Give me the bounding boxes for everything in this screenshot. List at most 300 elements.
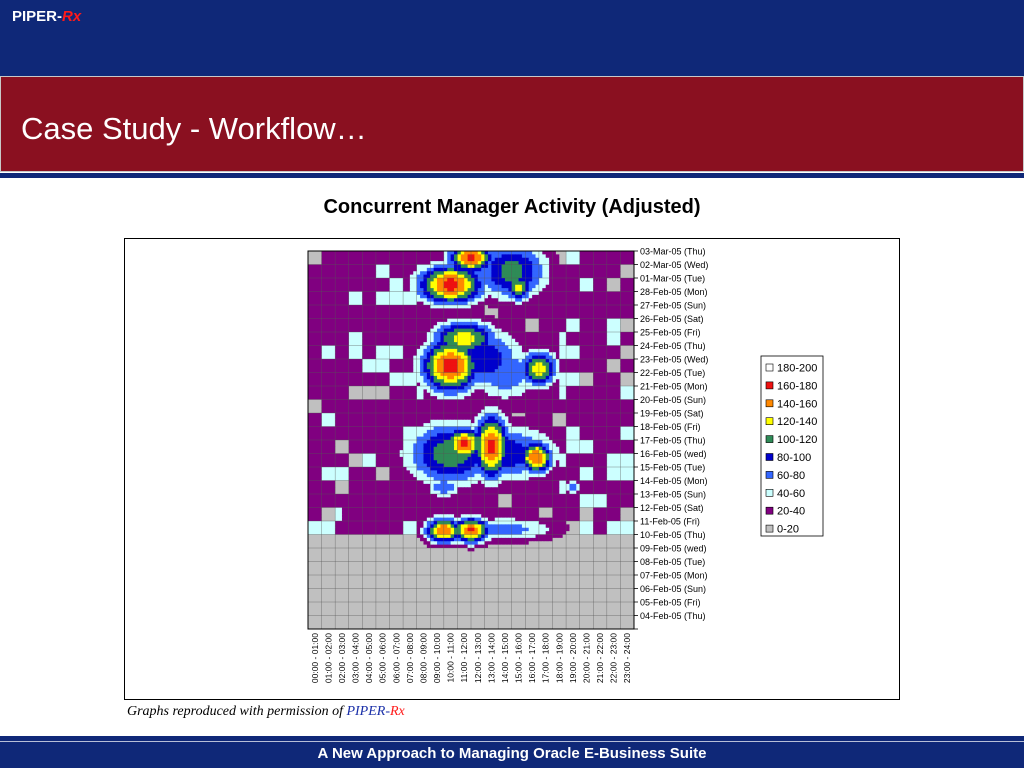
contour-cell [519, 420, 523, 424]
contour-cell [529, 319, 533, 323]
contour-cell [546, 406, 550, 410]
contour-cell [339, 332, 343, 336]
contour-cell [519, 278, 523, 282]
contour-cell [464, 278, 468, 282]
contour-cell [559, 305, 563, 309]
contour-cell [410, 254, 414, 258]
contour-cell [539, 278, 543, 282]
contour-cell [627, 265, 631, 269]
contour-cell [556, 386, 560, 390]
contour-cell [583, 319, 587, 323]
contour-cell [410, 420, 414, 424]
contour-cell [339, 305, 343, 309]
contour-cell [352, 420, 356, 424]
contour-cell [573, 346, 577, 350]
contour-cell [322, 376, 326, 380]
contour-cell [593, 403, 597, 407]
contour-cell [342, 339, 346, 343]
contour-cell [420, 278, 424, 282]
contour-cell [542, 346, 546, 350]
contour-cell [559, 332, 563, 336]
contour-cell [546, 268, 550, 272]
contour-cell [525, 346, 529, 350]
contour-cell [610, 379, 614, 383]
contour-cell [322, 362, 326, 366]
contour-cell [546, 352, 550, 356]
contour-cell [620, 322, 624, 326]
contour-cell [559, 292, 563, 296]
contour-cell [502, 254, 506, 258]
contour-cell [586, 268, 590, 272]
contour-cell [519, 393, 523, 397]
contour-cell [339, 285, 343, 289]
contour-cell [485, 278, 489, 282]
contour-cell [542, 268, 546, 272]
contour-cell [311, 366, 315, 370]
contour-cell [369, 386, 373, 390]
contour-cell [437, 332, 441, 336]
contour-cell [379, 362, 383, 366]
contour-cell [423, 278, 427, 282]
contour-cell [393, 352, 397, 356]
contour-cell [485, 312, 489, 316]
contour-cell [369, 251, 373, 255]
contour-cell [610, 339, 614, 343]
contour-cell [583, 278, 587, 282]
contour-cell [437, 349, 441, 353]
contour-cell [423, 298, 427, 302]
contour-cell [614, 339, 618, 343]
contour-cell [325, 258, 329, 262]
contour-cell [362, 268, 366, 272]
contour-cell [505, 305, 509, 309]
contour-cell [600, 420, 604, 424]
contour-cell [362, 420, 366, 424]
contour-cell [593, 295, 597, 299]
contour-cell [502, 335, 506, 339]
contour-cell [410, 359, 414, 363]
contour-cell [461, 308, 465, 312]
contour-cell [569, 416, 573, 420]
contour-cell [437, 281, 441, 285]
contour-cell [566, 420, 570, 424]
contour-cell [383, 268, 387, 272]
contour-cell [349, 400, 353, 404]
contour-cell [519, 254, 523, 258]
contour-cell [423, 265, 427, 269]
contour-cell [556, 420, 560, 424]
contour-cell [362, 332, 366, 336]
contour-cell [366, 295, 370, 299]
contour-cell [325, 406, 329, 410]
contour-cell [478, 416, 482, 420]
contour-cell [542, 335, 546, 339]
contour-cell [515, 420, 519, 424]
contour-cell [315, 268, 319, 272]
contour-cell [403, 379, 407, 383]
contour-cell [457, 298, 461, 302]
contour-cell [529, 271, 533, 275]
contour-cell [430, 346, 434, 350]
contour-cell [593, 366, 597, 370]
contour-cell [403, 366, 407, 370]
contour-cell [627, 393, 631, 397]
contour-cell [342, 322, 346, 326]
contour-cell [461, 386, 465, 390]
contour-cell [542, 308, 546, 312]
contour-cell [624, 389, 628, 393]
contour-cell [362, 271, 366, 275]
contour-cell [434, 400, 438, 404]
contour-cell [383, 359, 387, 363]
contour-cell [580, 308, 584, 312]
contour-cell [471, 416, 475, 420]
contour-cell [325, 265, 329, 269]
contour-cell [451, 312, 455, 316]
contour-cell [569, 278, 573, 282]
contour-cell [620, 362, 624, 366]
contour-cell [410, 389, 414, 393]
contour-cell [519, 319, 523, 323]
contour-cell [369, 352, 373, 356]
contour-cell [390, 406, 394, 410]
contour-cell [369, 308, 373, 312]
contour-cell [352, 278, 356, 282]
contour-cell [566, 346, 570, 350]
contour-cell [406, 352, 410, 356]
contour-cell [383, 251, 387, 255]
contour-cell [569, 292, 573, 296]
contour-cell [580, 373, 584, 377]
contour-cell [474, 312, 478, 316]
contour-cell [464, 298, 468, 302]
contour-cell [390, 420, 394, 424]
contour-cell [356, 420, 360, 424]
contour-cell [325, 339, 329, 343]
contour-cell [447, 339, 451, 343]
contour-cell [423, 312, 427, 316]
contour-cell [488, 332, 492, 336]
contour-cell [342, 295, 346, 299]
contour-cell [383, 285, 387, 289]
contour-cell [614, 295, 618, 299]
contour-cell [546, 295, 550, 299]
contour-cell [586, 319, 590, 323]
contour-cell [457, 386, 461, 390]
contour-cell [620, 285, 624, 289]
contour-cell [308, 312, 312, 316]
contour-cell [461, 403, 465, 407]
contour-cell [597, 251, 601, 255]
contour-cell [624, 298, 628, 302]
contour-cell [444, 366, 448, 370]
contour-cell [573, 373, 577, 377]
contour-cell [420, 312, 424, 316]
contour-cell [315, 413, 319, 417]
contour-cell [505, 376, 509, 380]
contour-cell [542, 352, 546, 356]
contour-cell [597, 389, 601, 393]
contour-cell [393, 298, 397, 302]
contour-cell [362, 376, 366, 380]
contour-cell [539, 366, 543, 370]
contour-cell [352, 292, 356, 296]
contour-cell [457, 362, 461, 366]
contour-cell [356, 285, 360, 289]
contour-cell [546, 366, 550, 370]
contour-cell [396, 251, 400, 255]
contour-cell [423, 406, 427, 410]
contour-cell [512, 292, 516, 296]
contour-cell [542, 278, 546, 282]
contour-cell [383, 379, 387, 383]
contour-cell [349, 268, 353, 272]
contour-cell [420, 393, 424, 397]
contour-cell [600, 292, 604, 296]
contour-cell [339, 346, 343, 350]
contour-cell [556, 285, 560, 289]
contour-cell [471, 258, 475, 262]
contour-cell [461, 346, 465, 350]
contour-cell [600, 403, 604, 407]
contour-cell [502, 379, 506, 383]
contour-cell [502, 251, 506, 255]
contour-cell [403, 339, 407, 343]
contour-cell [383, 254, 387, 258]
contour-cell [580, 346, 584, 350]
contour-cell [328, 389, 332, 393]
contour-cell [437, 420, 441, 424]
contour-cell [362, 335, 366, 339]
contour-cell [512, 393, 516, 397]
contour-cell [447, 265, 451, 269]
contour-cell [607, 271, 611, 275]
contour-cell [593, 339, 597, 343]
contour-cell [583, 312, 587, 316]
contour-cell [417, 406, 421, 410]
contour-cell [451, 285, 455, 289]
contour-cell [376, 416, 380, 420]
contour-cell [620, 379, 624, 383]
contour-cell [488, 359, 492, 363]
contour-cell [308, 265, 312, 269]
contour-cell [569, 366, 573, 370]
contour-cell [539, 416, 543, 420]
contour-cell [597, 281, 601, 285]
contour-cell [393, 335, 397, 339]
contour-cell [369, 403, 373, 407]
contour-cell [498, 325, 502, 329]
contour-cell [597, 362, 601, 366]
contour-cell [607, 295, 611, 299]
contour-cell [620, 251, 624, 255]
contour-cell [366, 308, 370, 312]
contour-cell [546, 285, 550, 289]
contour-cell [600, 308, 604, 312]
contour-cell [559, 298, 563, 302]
contour-cell [627, 420, 631, 424]
contour-cell [403, 322, 407, 326]
contour-cell [410, 268, 414, 272]
contour-cell [461, 373, 465, 377]
contour-cell [362, 413, 366, 417]
contour-cell [573, 319, 577, 323]
contour-cell [451, 325, 455, 329]
contour-cell [325, 298, 329, 302]
contour-cell [403, 268, 407, 272]
contour-cell [593, 362, 597, 366]
contour-cell [390, 416, 394, 420]
contour-cell [461, 305, 465, 309]
contour-cell [610, 319, 614, 323]
contour-cell [430, 403, 434, 407]
contour-cell [539, 335, 543, 339]
contour-cell [512, 285, 516, 289]
contour-cell [447, 413, 451, 417]
contour-cell [457, 322, 461, 326]
contour-cell [597, 413, 601, 417]
contour-cell [539, 389, 543, 393]
contour-cell [505, 319, 509, 323]
contour-cell [434, 335, 438, 339]
contour-cell [627, 271, 631, 275]
contour-cell [573, 281, 577, 285]
contour-cell [376, 254, 380, 258]
contour-cell [471, 335, 475, 339]
contour-cell [434, 339, 438, 343]
contour-cell [444, 285, 448, 289]
contour-cell [532, 389, 536, 393]
contour-cell [498, 308, 502, 312]
contour-cell [356, 386, 360, 390]
contour-cell [607, 403, 611, 407]
contour-cell [396, 339, 400, 343]
contour-cell [614, 271, 618, 275]
contour-cell [573, 386, 577, 390]
contour-cell [539, 400, 543, 404]
contour-cell [515, 403, 519, 407]
contour-cell [610, 265, 614, 269]
contour-cell [420, 373, 424, 377]
contour-cell [383, 393, 387, 397]
contour-cell [322, 292, 326, 296]
contour-cell [546, 281, 550, 285]
contour-cell [325, 400, 329, 404]
contour-cell [580, 335, 584, 339]
contour-cell [573, 406, 577, 410]
contour-cell [461, 251, 465, 255]
contour-cell [553, 335, 557, 339]
contour-cell [498, 379, 502, 383]
contour-cell [610, 278, 614, 282]
contour-cell [311, 389, 315, 393]
contour-cell [519, 389, 523, 393]
contour-cell [600, 352, 604, 356]
contour-cell [311, 376, 315, 380]
contour-cell [342, 281, 346, 285]
contour-cell [457, 281, 461, 285]
contour-cell [542, 325, 546, 329]
contour-cell [620, 366, 624, 370]
contour-cell [315, 352, 319, 356]
contour-cell [315, 319, 319, 323]
contour-cell [539, 332, 543, 336]
contour-cell [390, 308, 394, 312]
contour-cell [366, 251, 370, 255]
contour-cell [471, 420, 475, 424]
contour-cell [529, 251, 533, 255]
contour-cell [593, 298, 597, 302]
contour-cell [434, 265, 438, 269]
contour-cell [461, 349, 465, 353]
contour-cell [624, 386, 628, 390]
contour-cell [580, 292, 584, 296]
contour-cell [546, 254, 550, 258]
contour-cell [362, 386, 366, 390]
contour-cell [379, 416, 383, 420]
contour-cell [488, 335, 492, 339]
contour-cell [322, 319, 326, 323]
contour-cell [474, 400, 478, 404]
contour-cell [502, 268, 506, 272]
contour-cell [383, 386, 387, 390]
contour-cell [430, 325, 434, 329]
contour-cell [369, 413, 373, 417]
contour-cell [607, 319, 611, 323]
contour-cell [553, 271, 557, 275]
contour-cell [369, 373, 373, 377]
contour-cell [444, 335, 448, 339]
contour-cell [420, 386, 424, 390]
contour-cell [342, 254, 346, 258]
contour-cell [464, 319, 468, 323]
contour-cell [505, 322, 509, 326]
contour-cell [461, 292, 465, 296]
contour-cell [620, 359, 624, 363]
contour-cell [308, 258, 312, 262]
contour-cell [610, 312, 614, 316]
contour-cell [532, 359, 536, 363]
contour-cell [539, 312, 543, 316]
contour-cell [396, 346, 400, 350]
contour-cell [498, 319, 502, 323]
contour-cell [525, 312, 529, 316]
contour-cell [315, 420, 319, 424]
contour-cell [556, 308, 560, 312]
contour-cell [593, 312, 597, 316]
contour-cell [369, 346, 373, 350]
contour-cell [352, 389, 356, 393]
contour-cell [420, 319, 424, 323]
contour-cell [566, 322, 570, 326]
contour-cell [600, 332, 604, 336]
contour-cell [593, 319, 597, 323]
contour-cell [430, 339, 434, 343]
contour-cell [457, 400, 461, 404]
contour-cell [519, 312, 523, 316]
contour-cell [315, 359, 319, 363]
contour-cell [403, 258, 407, 262]
contour-cell [322, 400, 326, 404]
contour-cell [566, 295, 570, 299]
contour-cell [308, 332, 312, 336]
contour-cell [464, 285, 468, 289]
contour-cell [311, 312, 315, 316]
contour-cell [362, 346, 366, 350]
contour-cell [569, 265, 573, 269]
contour-cell [322, 406, 326, 410]
contour-cell [315, 386, 319, 390]
